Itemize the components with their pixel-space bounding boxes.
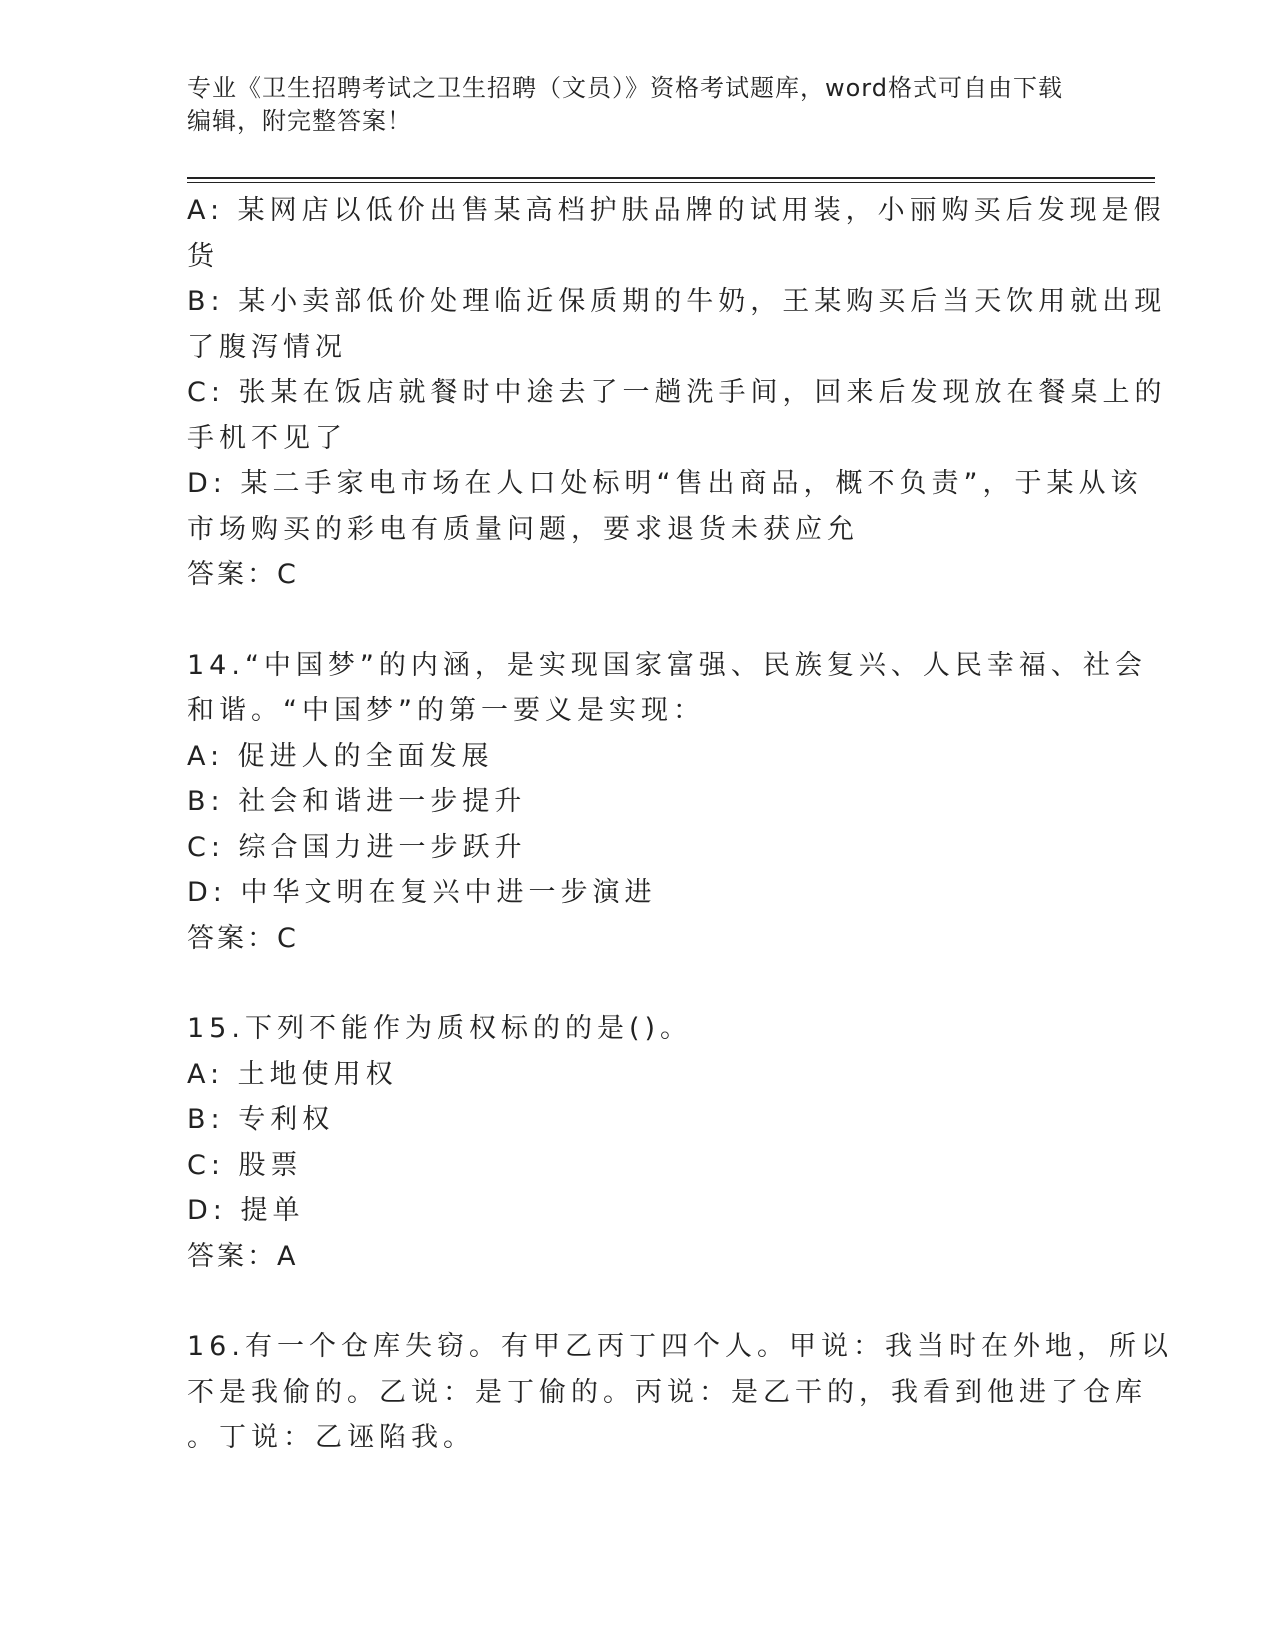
question-stem-cont: 不是我偷的。乙说：是丁偷的。丙说：是乙干的，我看到他进了仓库 — [187, 1376, 1147, 1408]
option-c-cont: 手机不见了 — [187, 422, 347, 454]
option-b: B: 某小卖部低价处理临近保质期的牛奶，王某购买后当天饮用就出现 — [187, 286, 1167, 317]
option-d: D: 中华文明在复兴中进一步演进 — [187, 877, 657, 908]
question-15 — [187, 1006, 1087, 1279]
option-a: A: 促进人的全面发展 — [187, 740, 494, 772]
question-stem-cont: 和谐。“中国梦”的第一要义是实现： — [187, 695, 705, 726]
option-c: C: 张某在饭店就餐时中途去了一趟洗手间，回来后发现放在餐桌上的 — [187, 377, 1167, 408]
option-d-cont: 市场购买的彩电有质量问题，要求退货未获应允 — [187, 513, 859, 545]
option-a-cont: 货 — [187, 240, 219, 272]
option-d: D: 提单 — [187, 1195, 305, 1226]
answer: 答案：C — [187, 559, 299, 590]
option-c: C: 综合国力进一步跃升 — [187, 831, 527, 863]
option-d: D: 某二手家电市场在人口处标明“售出商品，概不负责”，于某从该 — [187, 468, 1143, 499]
option-c: C: 股票 — [187, 1149, 303, 1181]
header-line: 专业《卫生招聘考试之卫生招聘（文员）》资格考试题库，word格式可自由下载 — [187, 74, 1063, 102]
document-header — [187, 72, 1087, 138]
option-b: B: 专利权 — [187, 1104, 335, 1135]
header-divider — [187, 177, 1155, 179]
question-stem-cont: 。丁说：乙诬陷我。 — [187, 1422, 475, 1453]
question-stem: 14.“中国梦”的内涵，是实现国家富强、民族复兴、人民幸福、社会 — [187, 649, 1147, 681]
question-16 — [187, 1324, 1173, 1461]
option-b: B: 社会和谐进一步提升 — [187, 786, 527, 817]
option-a: A: 某网店以低价出售某高档护肤品牌的试用装，小丽购买后发现是假 — [187, 195, 1166, 226]
header-line: 编辑，附完整答案！ — [187, 107, 412, 135]
question-stem: 15.下列不能作为质权标的的是()。 — [187, 1013, 693, 1044]
header-divider — [187, 182, 1155, 183]
answer: 答案：C — [187, 922, 299, 954]
option-a: A: 土地使用权 — [187, 1058, 398, 1090]
question-14 — [187, 643, 1147, 962]
question-stem: 16.有一个仓库失窃。有甲乙丙丁四个人。甲说：我当时在外地，所以 — [187, 1331, 1173, 1362]
question-list — [187, 188, 1173, 1461]
option-b-cont: 了腹泻情况 — [187, 331, 347, 363]
answer: 答案：A — [187, 1240, 299, 1272]
question-13 — [187, 188, 1167, 598]
